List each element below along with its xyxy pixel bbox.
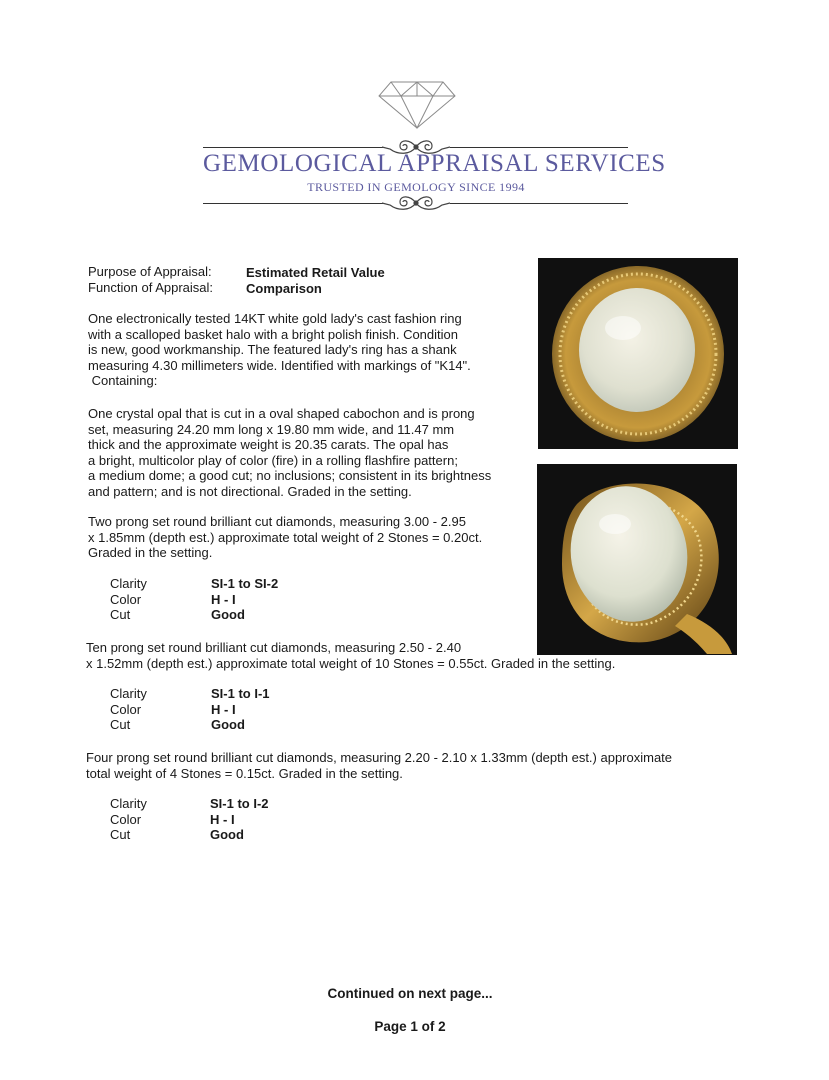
grades-3 xyxy=(110,795,269,842)
opal-description xyxy=(88,406,491,499)
grade-value: Good xyxy=(210,827,244,842)
grade-label: Cut xyxy=(110,827,131,842)
grade-label: Clarity xyxy=(110,686,147,701)
purpose-value: Estimated Retail Value xyxy=(246,265,385,280)
grade-label: Cut xyxy=(110,717,131,732)
diamond-logo-icon xyxy=(377,80,457,130)
ring-photo-side xyxy=(537,464,737,655)
description-line: with a scalloped basket halo with a bright polish finish. Condition xyxy=(88,326,458,342)
function-value: Comparison xyxy=(246,281,322,296)
grade-value: SI-1 to I-1 xyxy=(211,686,270,701)
ornament-icon xyxy=(380,193,452,213)
purpose-label: Purpose of Appraisal: xyxy=(88,264,212,279)
description-line: measuring 4.30 millimeters wide. Identified with markings of "K14". xyxy=(88,357,471,373)
page-number: Page 1 of 2 xyxy=(374,1019,446,1034)
tagline: TRUSTED IN GEMOLOGY SINCE 1994 xyxy=(307,180,525,194)
description-line: Containing: xyxy=(88,373,158,388)
grade-label: Color xyxy=(110,591,142,607)
diamond-line: Ten prong set round brilliant cut diamonds, measuring 2.50 - 2.40 xyxy=(86,640,462,655)
header-rule-top xyxy=(450,147,628,148)
ring-description xyxy=(88,311,471,389)
grade-value: SI-1 to I-2 xyxy=(210,796,269,811)
diamond-line: total weight of 4 Stones = 0.15ct. Graded in the setting. xyxy=(86,765,403,781)
grade-value: Good xyxy=(211,607,245,622)
description-line: One electronically tested 14KT white gold lady's cast fashion ring xyxy=(88,311,462,326)
continued-note: Continued on next page... xyxy=(327,986,493,1001)
diamond-group-2 xyxy=(86,640,615,671)
diamond-group-1 xyxy=(88,514,482,561)
header-rule-bottom xyxy=(203,203,383,204)
grade-label: Clarity xyxy=(110,796,147,811)
grade-value: H - I xyxy=(211,591,236,607)
diamond-line: Graded in the setting. xyxy=(88,545,213,560)
description-line: is new, good workmanship. The featured lady's ring has a shank xyxy=(88,342,457,357)
grade-label: Color xyxy=(110,701,142,717)
diamond-line: Two prong set round brilliant cut diamonds, measuring 3.00 - 2.95 xyxy=(88,514,466,529)
function-label: Function of Appraisal: xyxy=(88,280,214,295)
opal-line: set, measuring 24.20 mm long x 19.80 mm wide, and 11.47 mm xyxy=(88,421,455,437)
grade-label: Cut xyxy=(110,607,131,622)
grade-value: H - I xyxy=(210,811,235,827)
company-name: GEMOLOGICAL APPRAISAL SERVICES xyxy=(203,150,666,177)
opal-line: a medium dome; a good cut; no inclusions; consistent in its brightness xyxy=(88,468,492,483)
grades-2 xyxy=(110,685,270,732)
grade-label: Color xyxy=(110,811,142,827)
grade-label: Clarity xyxy=(110,576,147,591)
header-rule-top xyxy=(203,147,383,148)
diamond-line: Four prong set round brilliant cut diamonds, measuring 2.20 - 2.10 x 1.33mm (depth est.) approximate xyxy=(86,750,673,765)
grade-value: SI-1 to SI-2 xyxy=(211,576,279,591)
header-rule-bottom xyxy=(450,203,628,204)
grade-value: H - I xyxy=(211,701,236,717)
opal-line: a bright, multicolor play of color (fire) in a rolling flashfire pattern; xyxy=(88,452,458,468)
grades-1 xyxy=(110,575,279,622)
opal-line: One crystal opal that is cut in a oval shaped cabochon and is prong xyxy=(88,406,475,421)
diamond-line: x 1.52mm (depth est.) approximate total weight of 10 Stones = 0.55ct. Graded in the setting. xyxy=(86,655,616,671)
grade-value: Good xyxy=(211,717,245,732)
opal-line: and pattern; and is not directional. Graded in the setting. xyxy=(88,483,412,499)
ring-photo-top xyxy=(538,258,738,449)
diamond-group-3 xyxy=(86,750,672,781)
opal-line: thick and the approximate weight is 20.35 carats. The opal has xyxy=(88,437,449,452)
diamond-line: x 1.85mm (depth est.) approximate total weight of 2 Stones = 0.20ct. xyxy=(88,529,483,545)
